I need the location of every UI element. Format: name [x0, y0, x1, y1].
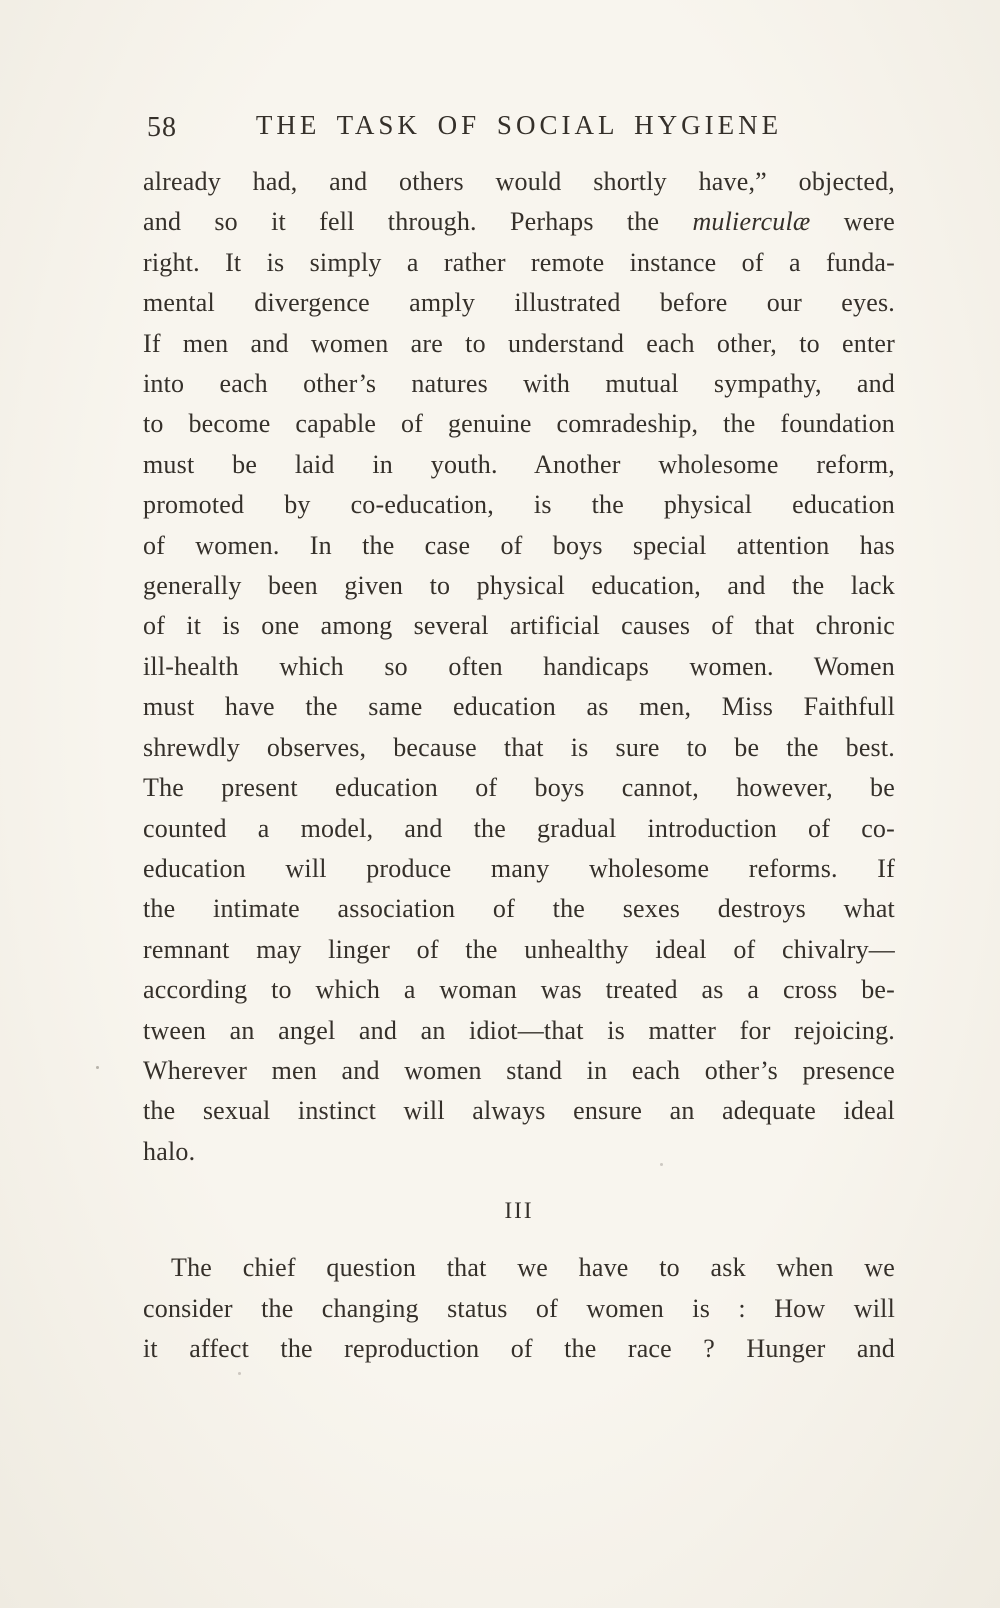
text-segment: ill-health which so often handicaps women. Women	[143, 651, 895, 681]
text-line	[143, 202, 895, 242]
text-line	[143, 1011, 895, 1051]
text-segment: halo.	[143, 1136, 196, 1166]
text-segment: consider the changing status of women is : How will	[143, 1293, 895, 1323]
scan-speck	[238, 1372, 241, 1375]
text-segment: it affect the reproduction of the race ? Hunger and	[143, 1333, 895, 1363]
text-segment: right. It is simply a rather remote instance of a funda-	[143, 247, 895, 277]
text-segment: Wherever men and women stand in each other’s presence	[143, 1055, 895, 1085]
text-line	[143, 485, 895, 525]
text-line	[143, 445, 895, 485]
text-line	[143, 728, 895, 768]
text-line	[143, 404, 895, 444]
text-line	[143, 162, 895, 202]
text-line	[143, 930, 895, 970]
text-line	[143, 566, 895, 606]
text-segment: remnant may linger of the unhealthy ideal of chivalry—	[143, 934, 895, 964]
text-segment: must have the same education as men, Miss Faithfull	[143, 692, 895, 722]
text-segment: already had, and others would shortly have,” objected,	[143, 167, 895, 196]
text-line	[143, 1091, 895, 1131]
text-line	[143, 364, 895, 404]
text-line	[143, 970, 895, 1010]
text-segment: The present education of boys cannot, however, be	[143, 773, 895, 803]
text-line	[143, 1329, 895, 1369]
text-line	[143, 1051, 895, 1091]
text-line	[143, 606, 895, 646]
scan-speck	[660, 1163, 663, 1166]
text-segment: education will produce many wholesome reforms. If	[143, 853, 895, 883]
page-header	[143, 110, 895, 146]
text-segment: counted a model, and the gradual introduction of co-	[143, 813, 895, 843]
running-title: THE TASK OF SOCIAL HYGIENE	[255, 110, 783, 140]
text-segment: the intimate association of the sexes destroys what	[143, 894, 895, 924]
text-segment: mental divergence amply illustrated before our eyes.	[143, 288, 895, 318]
text-segment: the sexual instinct will always ensure an adequate ideal	[143, 1096, 895, 1126]
text-segment: into each other’s natures with mutual sympathy, and	[143, 369, 895, 399]
text-line	[143, 1132, 895, 1172]
paragraph-2	[143, 1248, 895, 1369]
text-segment: promoted by co-education, is the physical education	[143, 490, 895, 520]
text-line	[143, 1289, 895, 1329]
text-segment: must be laid in youth. Another wholesome reform,	[143, 449, 895, 479]
text-line	[143, 1248, 895, 1288]
text-line	[143, 526, 895, 566]
text-segment: shrewdly observes, because that is sure to be the best.	[143, 732, 895, 762]
text-line	[143, 324, 895, 364]
italic-text: mulierculæ	[692, 207, 811, 237]
text-line	[143, 687, 895, 727]
text-line	[143, 283, 895, 323]
text-segment: If men and women are to understand each other, to enter	[143, 328, 895, 358]
scan-speck	[96, 1066, 99, 1069]
section-heading: III	[504, 1198, 534, 1224]
text-segment: The chief question that we have to ask when we	[171, 1253, 895, 1283]
text-segment: according to which a woman was treated as a cross be-	[143, 975, 895, 1005]
text-line	[143, 849, 895, 889]
text-segment: of women. In the case of boys special attention has	[143, 530, 895, 560]
text-segment: tween an angel and an idiot—that is matter for rejoicing.	[143, 1015, 895, 1045]
paragraph-1	[143, 162, 895, 1172]
text-segment: of it is one among several artificial causes of that chronic	[143, 611, 895, 641]
text-segment: and so it fell through. Perhaps the	[143, 207, 693, 237]
text-line	[143, 889, 895, 929]
text-segment: were	[810, 207, 896, 237]
text-line	[143, 647, 895, 687]
text-block	[143, 110, 895, 1369]
text-line	[143, 768, 895, 808]
page-number: 58	[147, 112, 177, 143]
text-segment: to become capable of genuine comradeship, the foundation	[143, 409, 895, 439]
text-segment: generally been given to physical education, and the lack	[143, 571, 895, 601]
text-line	[143, 809, 895, 849]
text-line	[143, 243, 895, 283]
